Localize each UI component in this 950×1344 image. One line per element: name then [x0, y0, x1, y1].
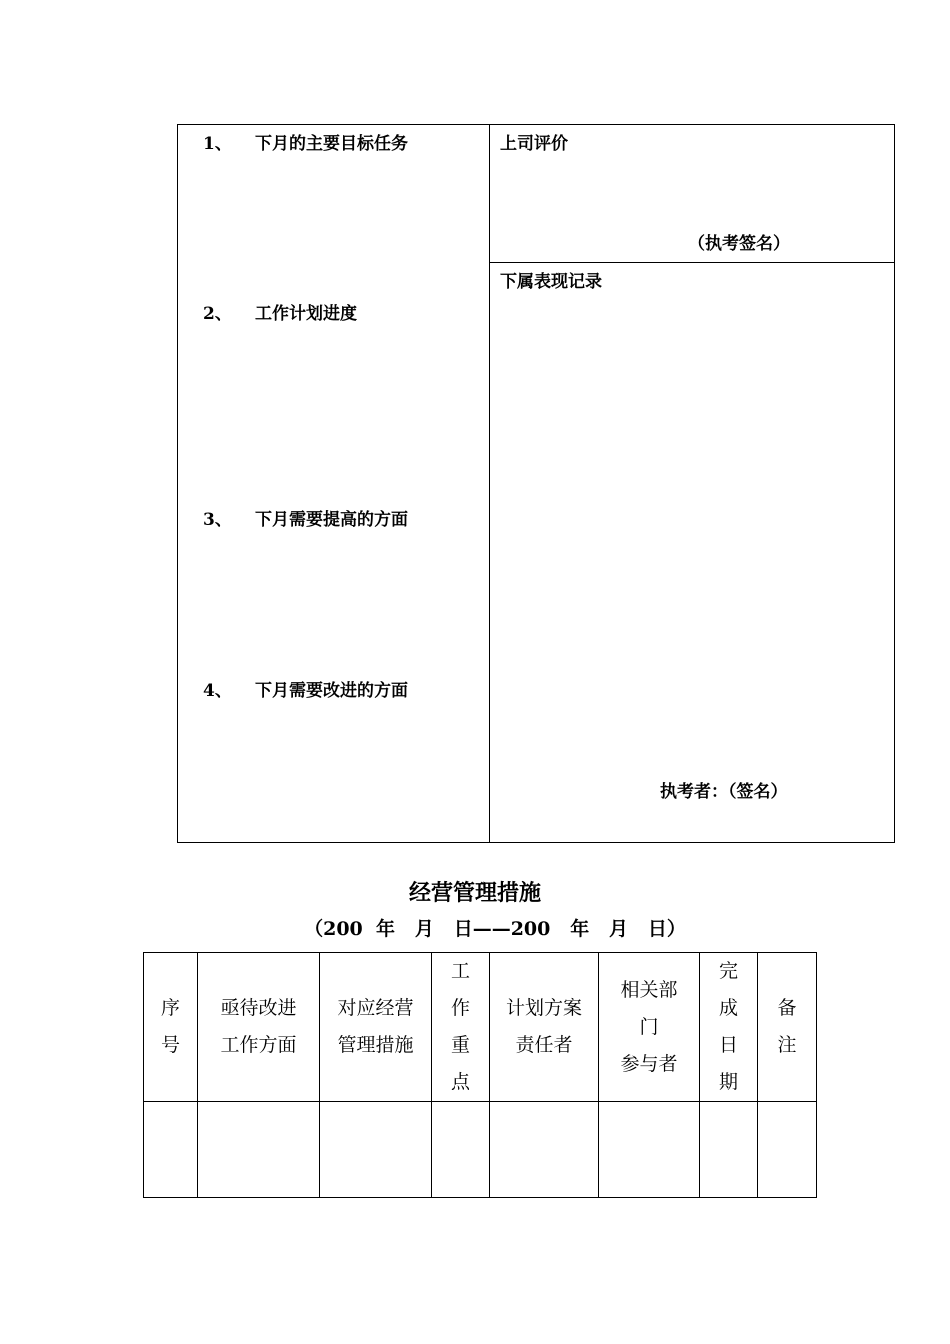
- plan-item-2: 2、 工作计划进度: [203, 304, 357, 324]
- plan-evaluation-table: [177, 124, 895, 843]
- table-cell[interactable]: [320, 1102, 432, 1198]
- subordinate-record-cell: [490, 263, 894, 842]
- measures-period: （200 年 月 日——200 年 月 日）: [304, 918, 686, 940]
- measures-header-row: [144, 953, 817, 1102]
- table-cell[interactable]: [490, 1102, 599, 1198]
- superior-evaluation-title: 上司评价: [500, 134, 568, 154]
- header-completion-date: 完 成 日 期: [700, 953, 758, 1102]
- header-work-focus: 工 作 重 点: [432, 953, 490, 1102]
- table-cell[interactable]: [198, 1102, 320, 1198]
- measures-table: [143, 952, 817, 1198]
- header-serial: 序 号: [144, 953, 198, 1102]
- table-row: [144, 1102, 817, 1198]
- plan-column: [178, 125, 490, 842]
- table-cell[interactable]: [432, 1102, 490, 1198]
- executor-signature-label: 执考者：（签名）: [660, 782, 788, 802]
- plan-item-3: 3、 下月需要提高的方面: [203, 510, 408, 530]
- superior-signature-label: （执考签名）: [688, 234, 790, 254]
- plan-item-1: 1、 下月的主要目标任务: [203, 134, 408, 154]
- header-related-departments: 相关部 门 参与者: [599, 953, 700, 1102]
- table-cell[interactable]: [758, 1102, 817, 1198]
- measures-title: 经营管理措施: [408, 880, 541, 906]
- table-cell[interactable]: [144, 1102, 198, 1198]
- superior-evaluation-cell: [490, 125, 894, 263]
- table-cell[interactable]: [599, 1102, 700, 1198]
- plan-item-4: 4、 下月需要改进的方面: [203, 681, 408, 701]
- header-improvement-area: 亟待改进 工作方面: [198, 953, 320, 1102]
- header-remarks: 备 注: [758, 953, 817, 1102]
- header-plan-owner: 计划方案 责任者: [490, 953, 599, 1102]
- table-cell[interactable]: [700, 1102, 758, 1198]
- header-management-measures: 对应经营 管理措施: [320, 953, 432, 1102]
- subordinate-record-title: 下属表现记录: [500, 272, 602, 292]
